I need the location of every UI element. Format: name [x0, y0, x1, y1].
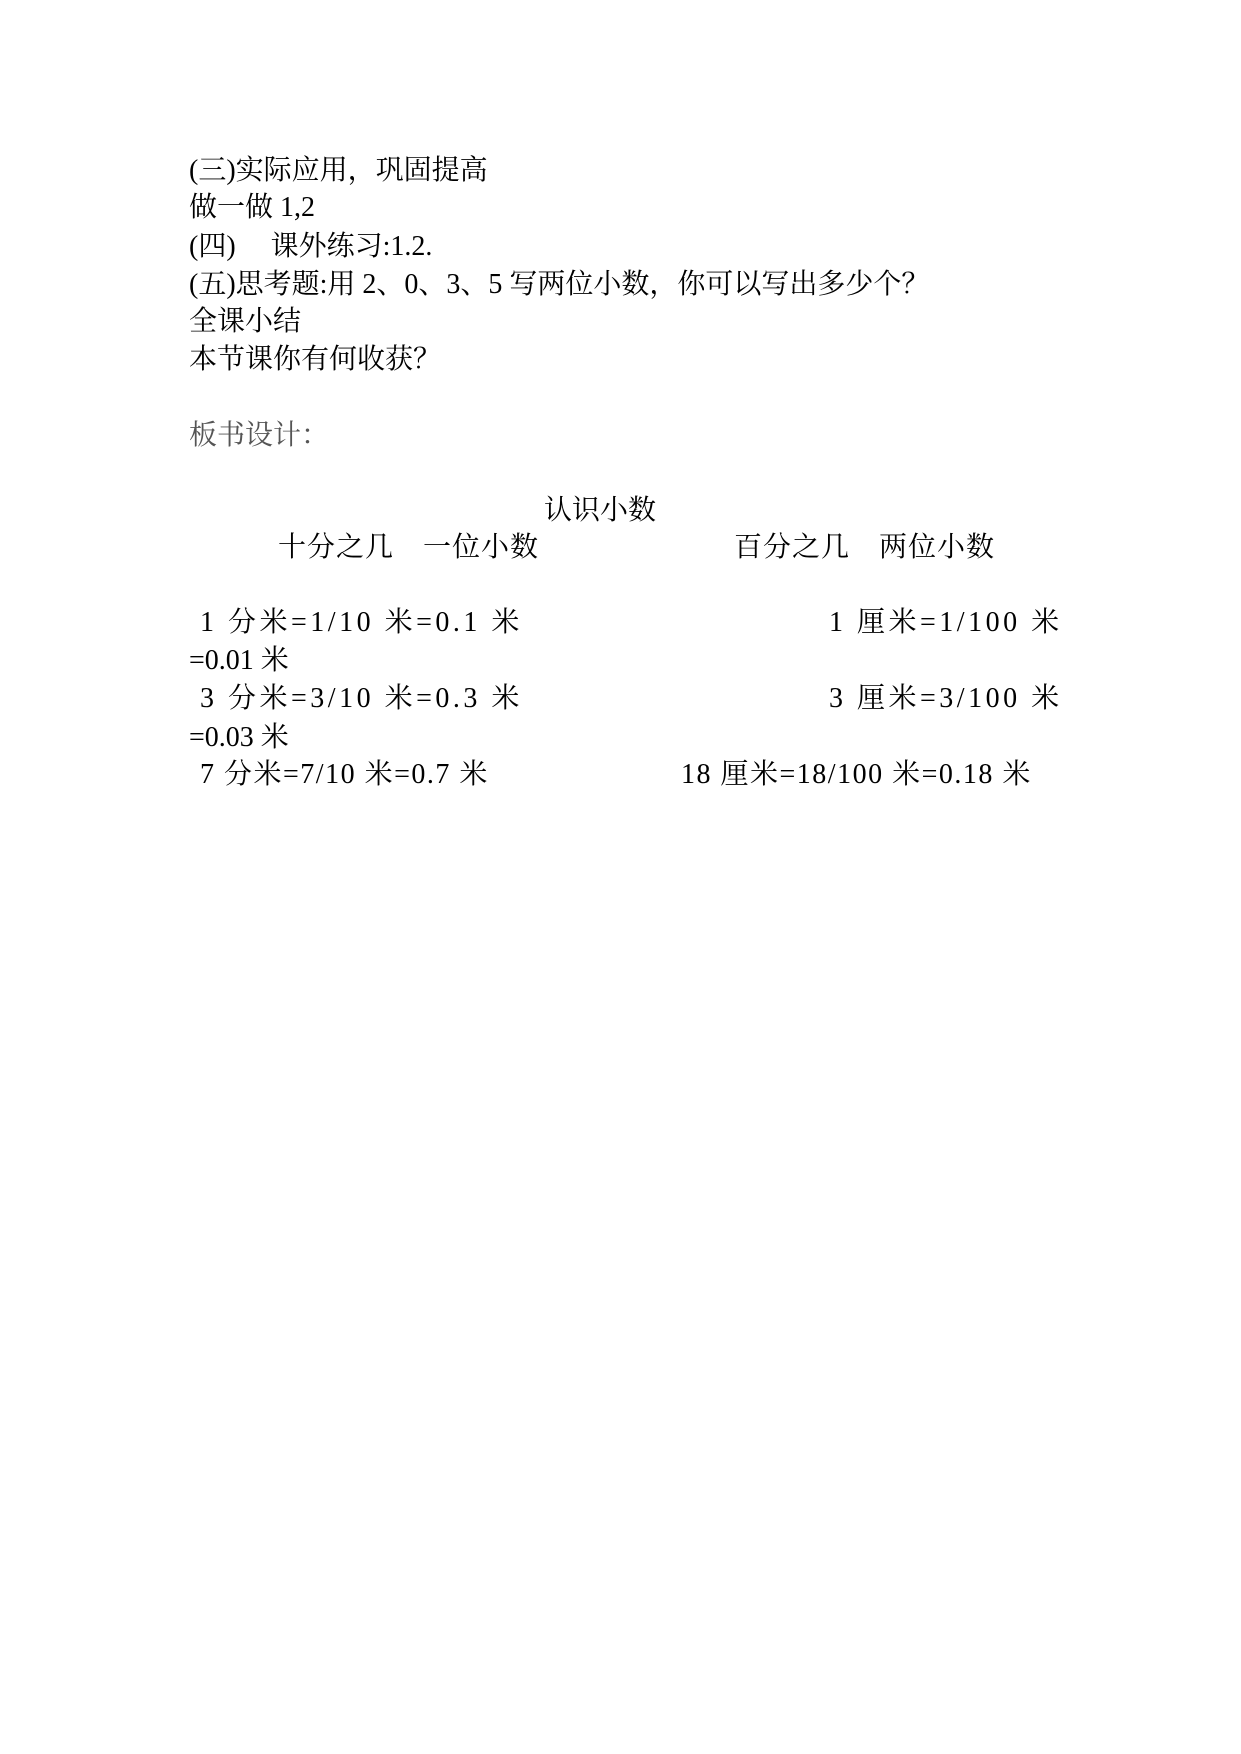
board-row-right: 18 厘米=18/100 米=0.18 米 — [681, 759, 1032, 790]
board-row-continuation: =0.03 米 — [189, 722, 289, 753]
lesson-summary-heading: 全课小结 — [189, 306, 302, 337]
board-row-left: 7 分米=7/10 米=0.7 米 — [200, 759, 489, 790]
board-row-continuation: =0.01 米 — [189, 645, 289, 676]
homework-section-heading: (四) 课外练习:1.2. — [189, 231, 433, 262]
board-design-heading: 板书设计： — [189, 420, 330, 451]
board-row-right: 3 厘米=3/100 米 — [829, 683, 1063, 714]
exercise-line: 做一做 1,2 — [189, 192, 316, 223]
board-row-left: 3 分米=3/10 米=0.3 米 — [200, 683, 523, 714]
thinking-question: (五)思考题:用 2、0、3、5 写两位小数，你可以写出多少个？ — [189, 269, 930, 300]
board-right-column-header: 百分之几 两位小数 — [734, 532, 996, 563]
board-row-left: 1 分米=1/10 米=0.1 米 — [200, 607, 523, 638]
summary-question: 本节课你有何收获？ — [189, 344, 442, 375]
board-row-right: 1 厘米=1/100 米 — [829, 607, 1063, 638]
board-title: 认识小数 — [544, 495, 657, 526]
board-left-column-header: 十分之几 一位小数 — [278, 532, 540, 563]
practice-section-heading: (三)实际应用，巩固提高 — [189, 155, 488, 186]
